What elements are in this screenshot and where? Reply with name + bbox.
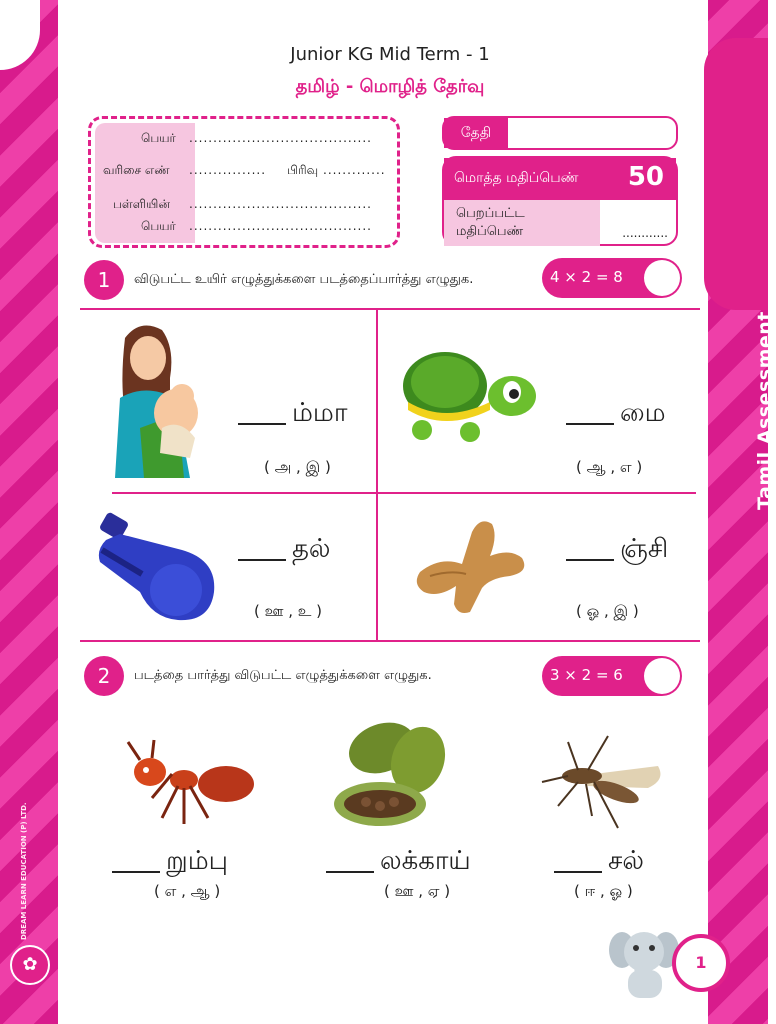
question-1-number: 1 (84, 260, 124, 300)
q1-word-2 (566, 398, 666, 431)
total-marks-label: மொத்த மதிப்பெண் (454, 170, 579, 186)
question-2-score-field[interactable] (644, 658, 680, 694)
school-label-line1: பள்ளியின் (113, 197, 170, 211)
question-1-score-text: 4 × 2 = 8 (550, 268, 623, 286)
question-2-text: படத்தை பார்த்து விடுபட்ட எழுத்துக்களை எழுதுக. (134, 668, 432, 683)
student-info-box (88, 116, 400, 248)
date-label: தேதி (444, 118, 508, 148)
q1-options-2: ( ஆ , எ ) (576, 458, 643, 476)
q2-word-2 (326, 846, 471, 879)
name-label: பெயர் (141, 131, 176, 145)
school-label-line2: பெயர் (141, 219, 176, 233)
q1-options-1: ( அ , இ ) (264, 458, 331, 476)
whistle-image (92, 510, 222, 625)
q2-blank-1[interactable] (112, 871, 160, 873)
q2-word-2-text: லக்காய் (380, 846, 471, 876)
q2-options-2: ( ஊ , ஏ ) (384, 882, 451, 900)
obtained-marks-label (444, 200, 600, 246)
question-2-score (542, 656, 682, 696)
q2-word-3-text: சல் (608, 846, 644, 876)
school-field-line2[interactable]: ...................................... (189, 219, 372, 233)
name-field[interactable]: ...................................... (189, 131, 372, 145)
q1-blank-3[interactable] (238, 559, 286, 561)
q1-word-1-text: ம்மா (292, 398, 348, 428)
publisher-logo-icon: ✿ (10, 945, 50, 985)
side-tab-label: Tamil Assessment (754, 311, 776, 510)
q1-blank-4[interactable] (566, 559, 614, 561)
q1-blank-1[interactable] (238, 423, 286, 425)
cardamom-image (328, 712, 458, 832)
page-title: Junior KG Mid Term - 1 (290, 44, 490, 65)
turtle-image (400, 344, 540, 444)
page-number: 1 (672, 934, 730, 992)
total-marks-value: 50 (627, 162, 664, 192)
section-field[interactable]: ............. (323, 163, 386, 177)
question-1-score-field[interactable] (644, 260, 680, 296)
grid-line-vertical (376, 310, 378, 640)
grid-line-top (80, 308, 700, 310)
mother-baby-image (100, 318, 210, 478)
q2-word-3 (554, 846, 644, 879)
q1-word-1 (238, 398, 347, 431)
question-2-number: 2 (84, 656, 124, 696)
question-1-text: விடுபட்ட உயிர் எழுத்துக்களை படத்தைப்பார்த்து எழுதுக. (134, 272, 474, 287)
q1-word-2-text: மை (620, 398, 666, 428)
grid-line-bottom (80, 640, 700, 642)
question-1-score (542, 258, 682, 298)
q2-word-1-text: றும்பு (166, 846, 229, 876)
ginger-image (410, 512, 535, 617)
q1-word-4-text: ஞ்சி (620, 534, 669, 564)
obtained-marks-field[interactable]: ............ (622, 226, 668, 240)
q1-word-3 (238, 534, 331, 567)
school-field-line1[interactable]: ...................................... (189, 197, 372, 211)
q1-options-3: ( ஊ , உ ) (254, 602, 323, 620)
q2-blank-3[interactable] (554, 871, 602, 873)
q1-word-4 (566, 534, 668, 567)
publisher-credit: DREAM LEARN EDUCATION (P) LTD. (20, 802, 28, 940)
obtained-marks-label-line2: மதிப்பெண் (456, 224, 524, 239)
mosquito-image (538, 736, 668, 832)
q1-word-3-text: தல் (292, 534, 331, 564)
date-box[interactable] (442, 116, 678, 150)
q2-word-1 (112, 846, 228, 879)
roll-label: வரிசை எண் (103, 163, 170, 177)
q2-options-3: ( ஈ , ஓ ) (574, 882, 633, 900)
q1-options-4: ( ஓ , இ ) (576, 602, 639, 620)
section-label: பிரிவு (287, 163, 319, 177)
q2-blank-2[interactable] (326, 871, 374, 873)
page-subtitle: தமிழ் - மொழித் தேர்வு (295, 76, 485, 97)
obtained-marks-label-line1: பெறப்பட்ட (456, 206, 525, 221)
question-2-score-text: 3 × 2 = 6 (550, 666, 623, 684)
roll-field[interactable]: ................ (189, 163, 267, 177)
grid-line-middle (112, 492, 696, 494)
q2-options-1: ( எ , ஆ ) (154, 882, 221, 900)
total-marks-bar (444, 158, 676, 200)
marks-box (442, 156, 678, 246)
q1-blank-2[interactable] (566, 423, 614, 425)
elephant-mascot-icon (608, 924, 680, 1004)
ant-image (122, 738, 262, 828)
